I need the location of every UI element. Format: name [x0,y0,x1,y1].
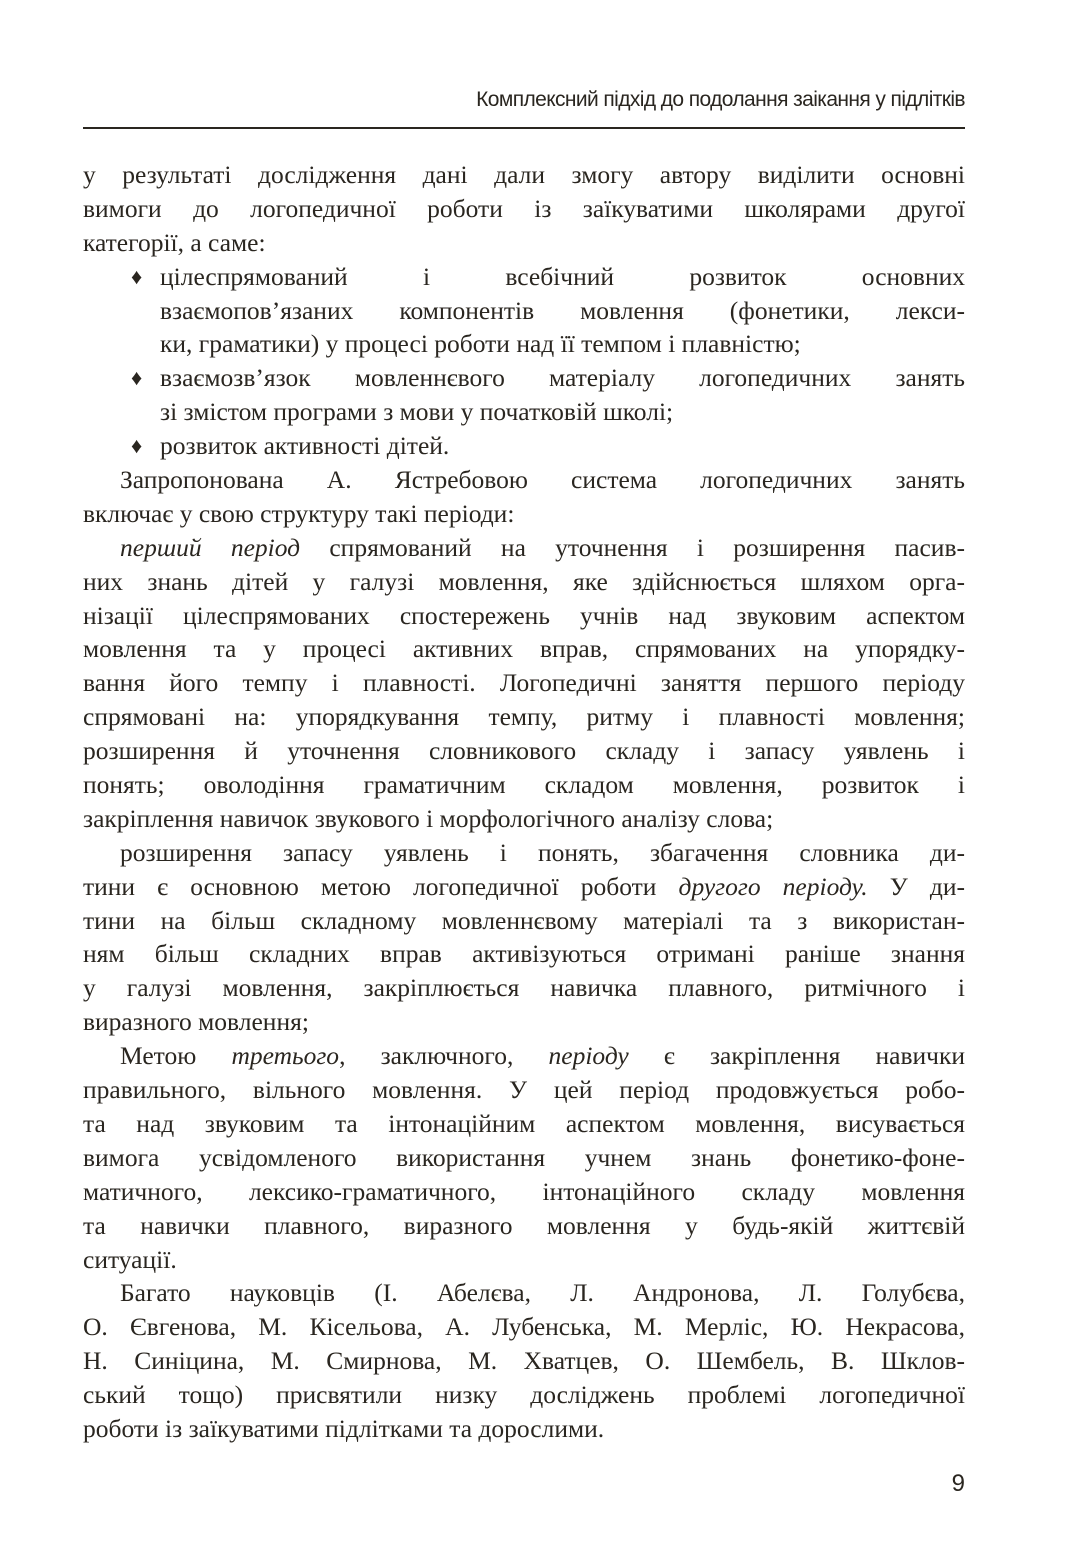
diamond-bullet-icon: ♦ [131,263,143,289]
text-line [83,497,965,531]
text-line [83,327,965,361]
text-segment: є закріплення навички [628,1041,965,1071]
text-segment: Запропонована А. Ястребовою система логопедичних занять [120,465,965,495]
text-segment: категорії, а саме: [83,227,266,257]
text-segment: Багато науковців (І. Абелєва, Л. Андронова, Л. Голубєва, [120,1278,965,1308]
text-line [83,1175,965,1209]
text-line [83,226,965,260]
text-segment: У ди- [867,871,965,901]
text-segment: них знань дітей у галузі мовлення, яке здійснюється шляхом орга- [83,566,965,596]
running-header: Комплексний підхід до подолання заікання у підлітків [476,88,965,111]
text-segment: зі змістом програми з мови у початковій школі; [160,397,674,427]
text-line [83,904,965,938]
text-line [83,1073,965,1107]
text-segment: правильного, вільного мовлення. У цей період продовжується робо- [83,1075,965,1105]
text-line [83,734,965,768]
text-segment: взаємопов’язаних компонентів мовлення (фонетики, лекси- [160,295,965,325]
header-divider [83,127,965,129]
text-segment: ки, граматики) у процесі роботи над її темпом і плавністю; [160,329,801,359]
text-line [83,700,965,734]
text-line [83,836,965,870]
text-line [83,1276,965,1310]
text-line [83,666,965,700]
bullet-item-line [83,260,965,294]
text-segment: спрямований на уточнення і розширення пасив- [300,532,965,562]
text-segment: О. Євгенова, М. Кісельова, А. Лубенська, М. Мерліс, Ю. Некрасова, [83,1312,965,1342]
text-segment: розширення й уточнення словникового складу і запасу уявлень і [83,736,965,766]
italic-term: третього [231,1041,340,1071]
italic-term: другого періоду. [678,871,868,901]
text-line [83,395,965,429]
text-segment: вання його темпу і плавності. Логопедичні заняття першого періоду [83,668,965,698]
text-line [83,531,965,565]
diamond-bullet-icon: ♦ [131,365,143,391]
text-line [83,1378,965,1412]
text-segment: вимога усвідомленого використання учнем знань фонетико-фоне- [83,1142,965,1172]
text-line [83,463,965,497]
body-text [83,158,965,1446]
text-segment: тини на більш складному мовленнєвому матеріалі та з використан- [83,905,965,935]
text-line [83,1209,965,1243]
text-segment: розширення запасу уявлень і понять, збагачення словника ди- [120,837,965,867]
text-line [83,1412,965,1446]
text-segment: закріплення навичок звукового і морфологічного аналізу слова; [83,803,774,833]
text-segment: вимоги до логопедичної роботи із заїкуватими школярами другої [83,193,965,223]
text-line [83,599,965,633]
text-segment: розвиток активності дітей. [160,431,450,461]
text-segment: у галузі мовлення, закріплюється навичка плавного, ритмічного і [83,973,965,1003]
text-line [83,1310,965,1344]
text-line [83,158,965,192]
text-line [83,870,965,904]
text-line [83,1039,965,1073]
text-segment: та навички плавного, виразного мовлення у будь-якій життєвій [83,1210,965,1240]
text-line [83,192,965,226]
text-segment: нізації цілеспрямованих спостережень учнів над звуковим аспектом [83,600,965,630]
text-line [83,1005,965,1039]
text-segment: виразного мовлення; [83,1007,309,1037]
text-line [83,1141,965,1175]
text-line [83,971,965,1005]
text-line [83,937,965,971]
bullet-item-line [83,361,965,395]
text-line [83,802,965,836]
diamond-bullet-icon: ♦ [131,433,143,459]
text-segment: , заключного, [339,1041,549,1071]
text-segment: у результаті дослідження дані дали змогу автору виділити основні [83,160,965,189]
text-line [83,1107,965,1141]
text-line [83,565,965,599]
text-segment: цілеспрямований і всебічний розвиток основних [160,261,965,291]
text-segment: ням більш складних вправ активізуються отримані раніше знання [83,939,965,969]
text-segment: ситуації. [83,1244,177,1274]
page-number: 9 [951,1470,965,1497]
text-segment: мовлення та у процесі активних вправ, спрямованих на упорядку- [83,634,965,664]
text-line [83,1243,965,1277]
text-line [83,632,965,666]
text-segment: ський тощо) присвятили низку досліджень проблемі логопедичної [83,1380,965,1410]
text-segment: тини є основною метою логопедичної роботи [83,871,679,901]
text-segment: взаємозв’язок мовленнєвого матеріалу логопедичних занять [160,363,965,393]
text-segment: включає у свою структуру такі періоди: [83,498,515,528]
text-line [83,768,965,802]
text-line [83,1344,965,1378]
text-segment: Н. Синіцина, М. Смирнова, М. Хватцев, О. Шембель, В. Шклов- [83,1346,965,1376]
text-segment: спрямовані на: упорядкування темпу, ритму і плавності мовлення; [83,702,965,732]
bullet-item-line [83,429,965,463]
text-segment: понять; оволодіння граматичним складом мовлення, розвиток і [83,770,965,800]
italic-term: періоду [548,1041,629,1071]
italic-term: перший період [120,532,301,562]
text-segment: Метою [120,1041,232,1071]
text-line [83,294,965,328]
text-segment: роботи із заїкуватими підлітками та дорослими. [83,1413,605,1443]
text-segment: матичного, лексико-граматичного, інтонаційного складу мовлення [83,1176,965,1206]
text-segment: та над звуковим та інтонаційним аспектом мовлення, висувається [83,1108,965,1138]
